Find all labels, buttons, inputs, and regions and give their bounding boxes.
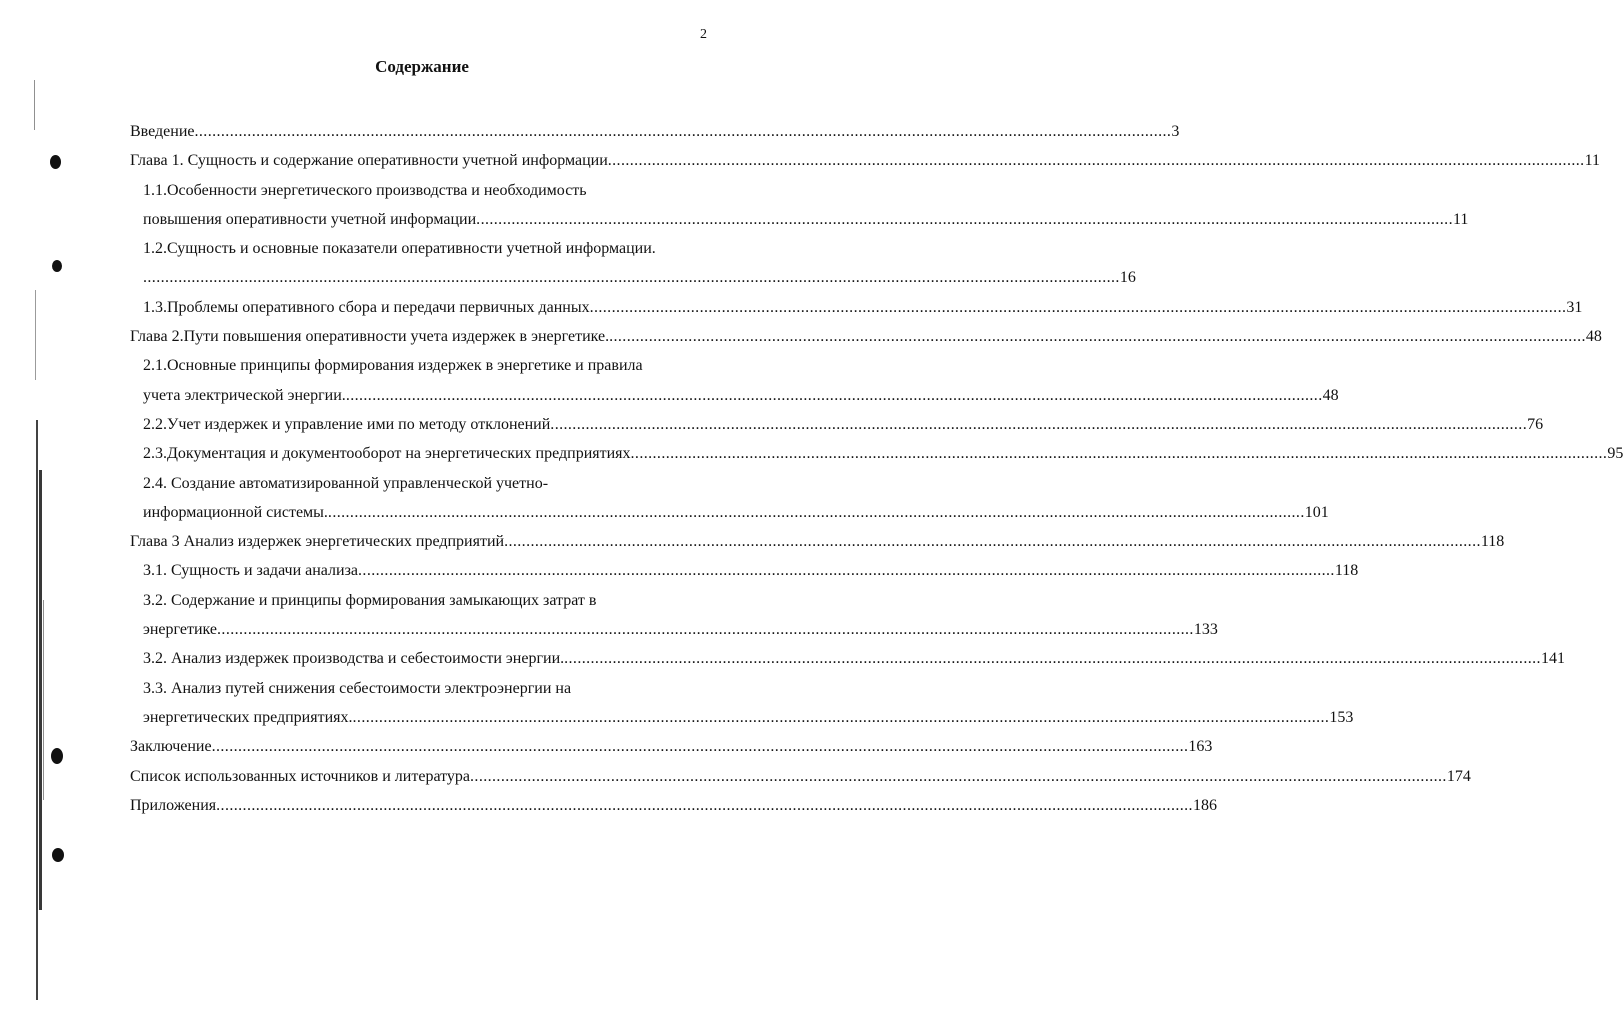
toc-entry-1-2-line-1 [130, 234, 711, 263]
toc-entry-title: повышения оперативности учетной информации [143, 210, 477, 228]
toc-entry-3-3-line-2 [130, 703, 1354, 732]
hole-punch-mark [52, 260, 62, 272]
toc-page-number: 76 [1527, 415, 1544, 433]
toc-page-number: 48 [1585, 328, 1602, 346]
toc-entry-title: Заключение [130, 738, 212, 756]
toc-entry-title: энергетике [143, 621, 218, 639]
toc-page-number: 133 [1193, 621, 1218, 639]
toc-entry-title: энергетических предприятиях. [143, 708, 353, 726]
toc-entry-title: Глава 1. Сущность и содержание оперативности учетной информации [130, 152, 608, 170]
dot-leader: .............................................................................................................................................................................................................................. [327, 503, 1305, 521]
toc-entry-3-3-line-1 [130, 674, 711, 703]
page-number: 2 [700, 27, 707, 42]
toc-entry-title: информационной системы. [143, 503, 328, 521]
dot-leader: .............................................................................................................................................................................................................................. [352, 708, 1330, 726]
dot-leader: .............................................................................................................................................................................................................................. [217, 621, 1194, 639]
toc-page-number: 174 [1446, 767, 1471, 785]
toc-page-number: 118 [1480, 533, 1505, 551]
hole-punch-mark [50, 155, 61, 169]
toc-page-number: 101 [1304, 503, 1329, 521]
toc-entry-title: Приложения [130, 796, 217, 814]
toc-entry-1-2-line-2 [130, 263, 1136, 292]
toc-entry-title: 1.2.Сущность и основные показатели оперативности учетной информации. [143, 240, 656, 258]
toc-entry-1-3 [130, 293, 1583, 322]
toc-entry-title: 2.4. Создание автоматизированной управленческой учетно- [143, 474, 549, 492]
toc-entry-references [130, 762, 1471, 791]
toc-entry-3-2b [130, 644, 1565, 673]
dot-leader: .............................................................................................................................................................................................................................. [143, 269, 1120, 287]
toc-entry-3-2a-line-2 [130, 615, 1218, 644]
toc-entry-title: 3.1. Сущность и задачи анализа [143, 562, 359, 580]
toc-entry-2-4-line-1 [130, 469, 711, 498]
dot-leader: .............................................................................................................................................................................................................................. [630, 445, 1608, 463]
dot-leader: .............................................................................................................................................................................................................................. [194, 123, 1172, 140]
toc-page-number: 16 [1119, 269, 1136, 287]
toc-entry-title: Список использованных источников и литература [130, 767, 471, 785]
dot-leader: .............................................................................................................................................................................................................................. [476, 210, 1453, 228]
toc-entry-title: 2.1.Основные принципы формирования издержек в энергетике и правила [143, 357, 643, 375]
toc-page-number: 153 [1329, 708, 1354, 726]
toc-entry-intro [130, 117, 1180, 146]
toc-entry-2-1-line-1 [130, 351, 711, 380]
toc-entry-2-4-line-2 [130, 498, 1329, 527]
toc-entry-title: 2.3.Документация и документооборот на энергетических предприятиях [143, 445, 631, 463]
toc-entry-3-1 [130, 556, 1359, 585]
hole-punch-mark [51, 748, 63, 764]
toc-page-number: 95 [1607, 445, 1623, 463]
toc-page-number: 163 [1188, 738, 1213, 756]
toc-entry-title: 3.3. Анализ путей снижения себестоимости электроэнергии на [143, 679, 572, 697]
toc-entry-title: Глава 3 Анализ издержек энергетических предприятий [130, 533, 505, 551]
toc-entry-conclusion [130, 732, 1213, 761]
toc-entry-title: учета электрической энергии. [143, 386, 346, 404]
scan-edge-line [36, 420, 38, 1000]
dot-leader: .............................................................................................................................................................................................................................. [589, 298, 1567, 316]
toc-entry-title: Введение [130, 123, 195, 140]
hole-punch-mark [52, 848, 64, 862]
toc-page-number: 11 [1452, 210, 1469, 228]
toc-page-number: 186 [1192, 796, 1217, 814]
table-of-contents [130, 117, 1623, 820]
dot-leader: .............................................................................................................................................................................................................................. [470, 767, 1447, 785]
dot-leader: .............................................................................................................................................................................................................................. [564, 650, 1541, 668]
page-title: Содержание [375, 57, 469, 76]
dot-leader: .............................................................................................................................................................................................................................. [211, 738, 1189, 756]
scan-edge-line [39, 470, 42, 910]
toc-page-number: 11 [1584, 152, 1600, 170]
toc-entry-1-1-line-2 [130, 205, 1469, 234]
toc-entry-3-2a-line-1 [130, 586, 711, 615]
toc-entry-2-2 [130, 410, 1544, 439]
toc-entry-appendices [130, 791, 1217, 820]
toc-entry-title: 3.2. Содержание и принципы формирования замыкающих затрат в [143, 591, 597, 609]
toc-entry-chapter-1 [130, 146, 1600, 175]
toc-entry-2-3 [130, 439, 1623, 468]
toc-page-number: 31 [1566, 298, 1583, 316]
toc-entry-chapter-3 [130, 527, 1505, 556]
toc-entry-title: 1.1.Особенности энергетического производства и необходимость [143, 181, 587, 199]
toc-entry-chapter-2 [130, 322, 1602, 351]
toc-page-number: 118 [1334, 562, 1359, 580]
dot-leader: .............................................................................................................................................................................................................................. [358, 562, 1335, 580]
toc-entry-2-1-line-2 [130, 381, 1339, 410]
scan-edge-line [35, 290, 36, 380]
dot-leader: .............................................................................................................................................................................................................................. [609, 328, 1586, 346]
toc-page-number: 141 [1540, 650, 1565, 668]
dot-leader: .............................................................................................................................................................................................................................. [216, 796, 1193, 814]
toc-entry-1-1-line-1 [130, 176, 711, 205]
toc-page-number: 48 [1322, 386, 1339, 404]
toc-entry-title: 2.2.Учет издержек и управление ими по методу отклонений [143, 415, 551, 433]
scan-edge-line [43, 600, 44, 800]
dot-leader: .............................................................................................................................................................................................................................. [504, 533, 1481, 551]
toc-entry-title: 1.3.Проблемы оперативного сбора и передачи первичных данных [143, 298, 590, 316]
dot-leader: .............................................................................................................................................................................................................................. [607, 152, 1585, 170]
dot-leader: .............................................................................................................................................................................................................................. [345, 386, 1323, 404]
toc-entry-title: 3.2. Анализ издержек производства и себестоимости энергии. [143, 650, 565, 668]
scan-edge-line [34, 80, 35, 130]
toc-entry-title: Глава 2.Пути повышения оперативности учета издержек в энергетике. [130, 328, 610, 346]
dot-leader: .............................................................................................................................................................................................................................. [550, 415, 1528, 433]
toc-page-number: 3 [1171, 123, 1180, 140]
